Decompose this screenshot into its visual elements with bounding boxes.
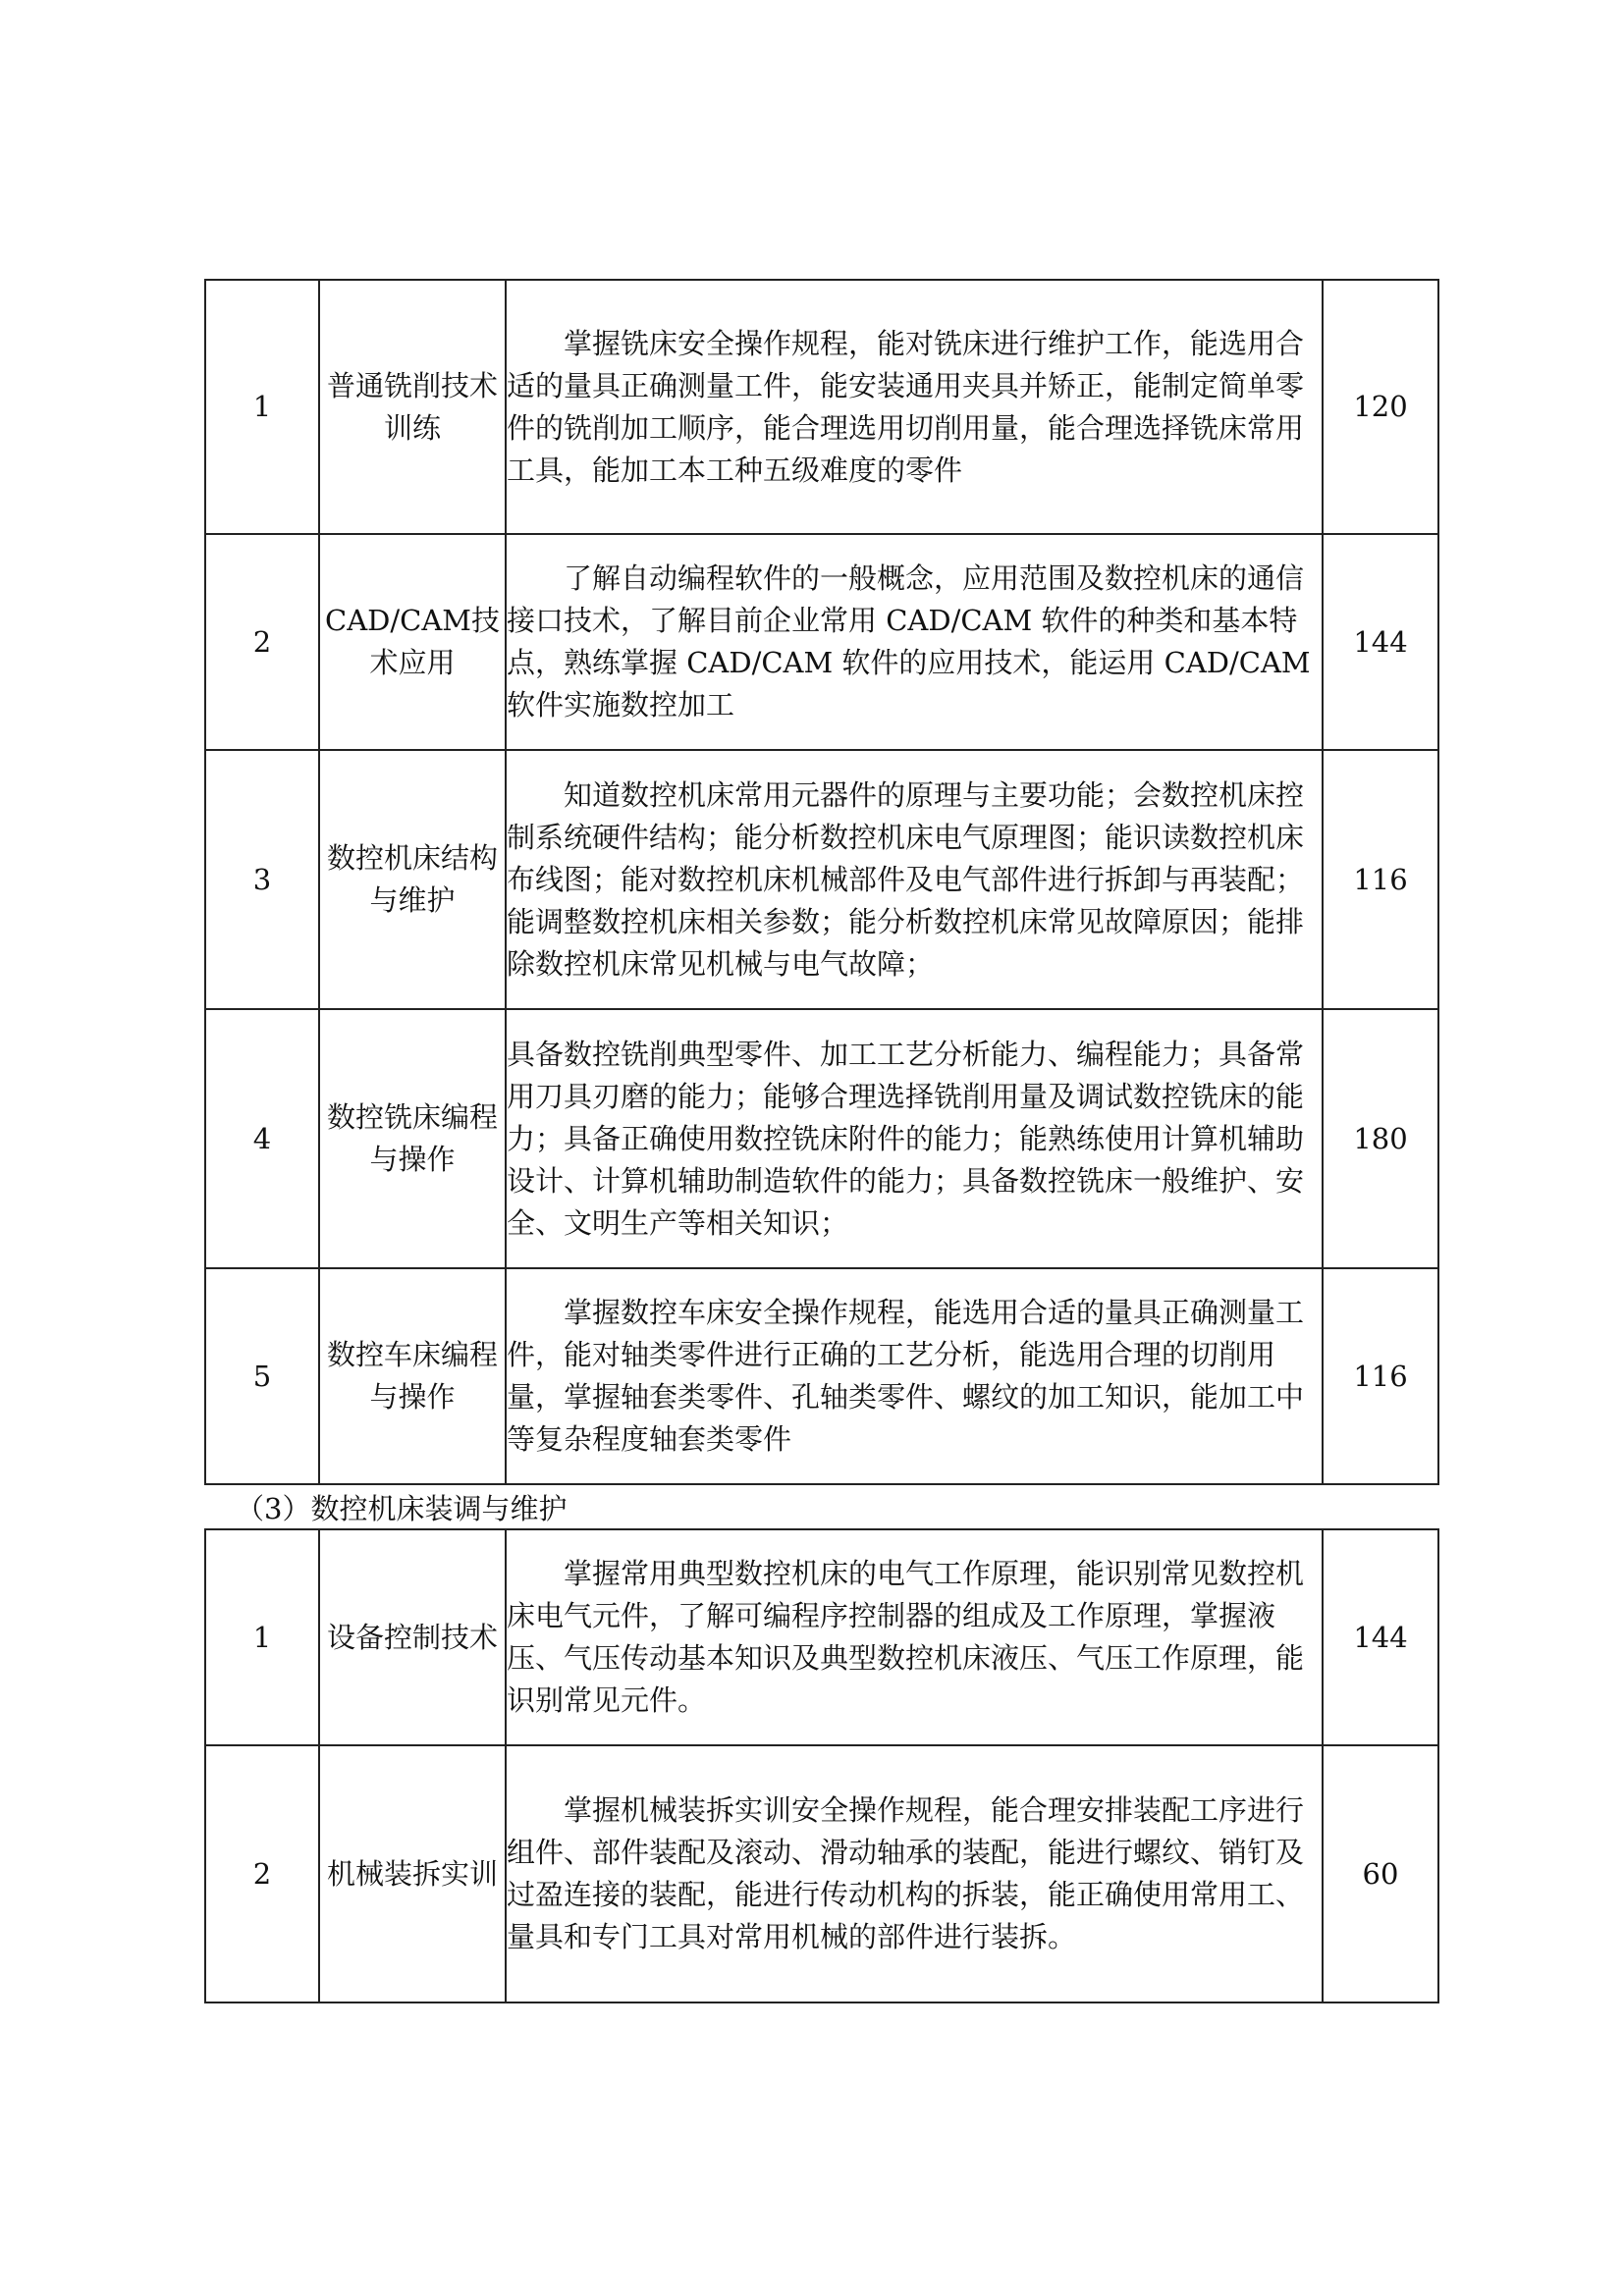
section-heading: （3）数控机床装调与维护: [236, 1492, 568, 1525]
course-description: [506, 280, 1323, 534]
course-name: 数控机床结构与维护: [319, 750, 506, 1009]
description-text: 掌握常用典型数控机床的电气工作原理，能识别常见数控机床电气元件，了解可编程序控制器的组成及工作原理，掌握液压、气压传动基本知识及典型数控机床液压、气压工作原理，能识别常见元件。: [507, 1557, 1305, 1717]
course-description: [506, 1745, 1323, 2002]
course-name: 机械装拆实训: [319, 1745, 506, 2002]
course-name: 数控铣床编程与操作: [319, 1009, 506, 1268]
course-name: CAD/CAM技术应用: [319, 534, 506, 750]
course-hours: 180: [1323, 1009, 1438, 1268]
course-hours: 60: [1323, 1745, 1438, 2002]
table-row: [205, 750, 1438, 1009]
course-table-2: [204, 1528, 1439, 2003]
row-number: 4: [205, 1009, 319, 1268]
course-name: 数控车床编程与操作: [319, 1268, 506, 1484]
table-row: [205, 534, 1438, 750]
course-hours: 116: [1323, 750, 1438, 1009]
course-description: [506, 534, 1323, 750]
description-text: 知道数控机床常用元器件的原理与主要功能；会数控机床控制系统硬件结构；能分析数控机床电气原理图；能识读数控机床布线图；能对数控机床机械部件及电气部件进行拆卸与再装配；能调整数控机床相关参数；能分析数控机床常见故障原因；能排除数控机床常见机械与电气故障；: [507, 777, 1305, 981]
row-number: 3: [205, 750, 319, 1009]
course-hours: 120: [1323, 280, 1438, 534]
table-row: [205, 1529, 1438, 1745]
course-name: 普通铣削技术训练: [319, 280, 506, 534]
table-row: [205, 280, 1438, 534]
description-text: 掌握数控车床安全操作规程，能选用合适的量具正确测量工件，能对轴类零件进行正确的工艺分析，能选用合理的切削用量，掌握轴套类零件、孔轴类零件、螺纹的加工知识，能加工中等复杂程度轴套类零件: [507, 1296, 1305, 1456]
course-name: 设备控制技术: [319, 1529, 506, 1745]
course-description: [506, 1529, 1323, 1745]
description-text: 掌握铣床安全操作规程，能对铣床进行维护工作，能选用合适的量具正确测量工件，能安装通用夹具并矫正，能制定简单零件的铣削加工顺序，能合理选用切削用量，能合理选择铣床常用工具，能加工本工种五级难度的零件: [507, 326, 1305, 487]
row-number: 2: [205, 1745, 319, 2002]
course-description: [506, 1009, 1323, 1268]
course-table-1: [204, 279, 1439, 1485]
table-row: [205, 1009, 1438, 1268]
course-hours: 116: [1323, 1268, 1438, 1484]
course-description: [506, 1268, 1323, 1484]
table-row: [205, 1745, 1438, 2002]
description-text: 了解自动编程软件的一般概念，应用范围及数控机床的通信接口技术，了解目前企业常用 CAD/CAM 软件的种类和基本特点，熟练掌握 CAD/CAM 软件的应用技术，能运用 CAD/CAM 软件实施数控加工: [507, 561, 1311, 721]
course-hours: 144: [1323, 1529, 1438, 1745]
description-text: 掌握机械装拆实训安全操作规程，能合理安排装配工序进行组件、部件装配及滚动、滑动轴承的装配，能进行螺纹、销钉及过盈连接的装配，能进行传动机构的拆装，能正确使用常用工、量具和专门工具对常用机械的部件进行装拆。: [507, 1793, 1305, 1953]
row-number: 5: [205, 1268, 319, 1484]
course-hours: 144: [1323, 534, 1438, 750]
row-number: 2: [205, 534, 319, 750]
row-number: 1: [205, 280, 319, 534]
course-description: [506, 750, 1323, 1009]
description-text: 具备数控铣削典型零件、加工工艺分析能力、编程能力；具备常用刀具刃磨的能力；能够合理选择铣削用量及调试数控铣床的能力；具备正确使用数控铣床附件的能力；能熟练使用计算机辅助设计、计算机辅助制造软件的能力；具备数控铣床一般维护、安全、文明生产等相关知识；: [507, 1037, 1305, 1240]
row-number: 1: [205, 1529, 319, 1745]
table-row: [205, 1268, 1438, 1484]
